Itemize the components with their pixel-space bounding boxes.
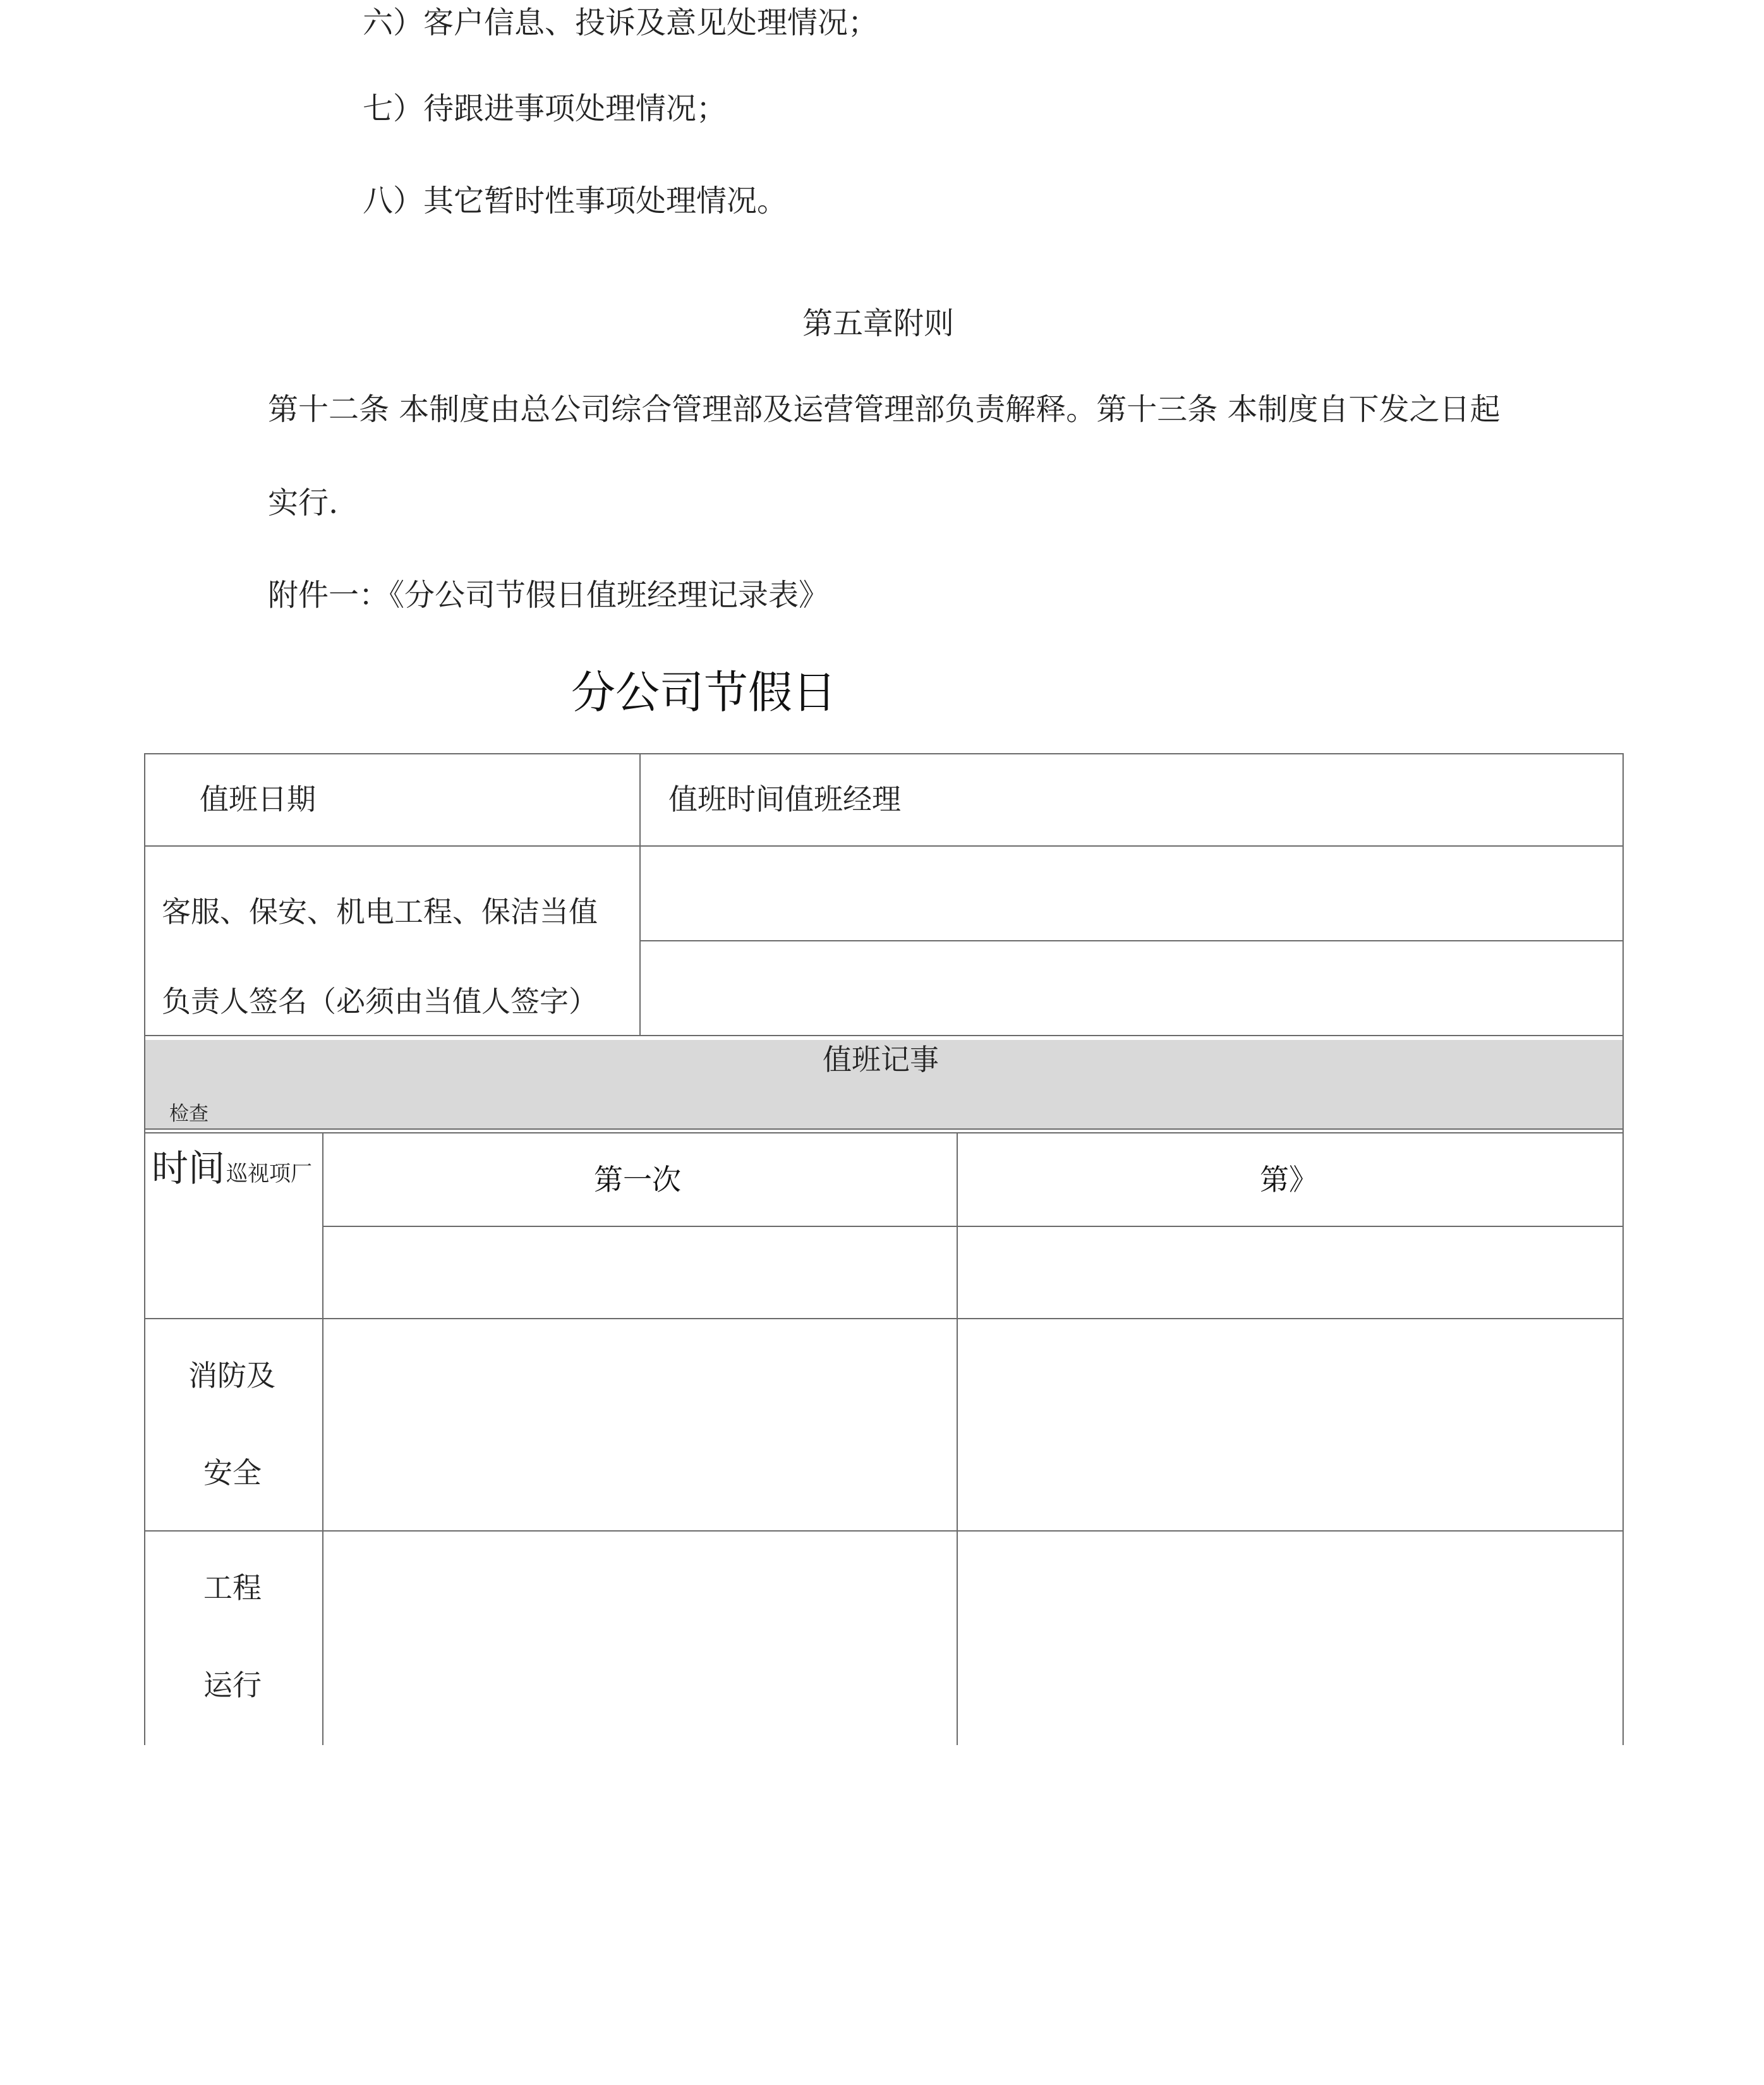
article-12-line1: 第十二条 本制度由总公司综合管理部及运营管理部负责解释。第十三条 本制度自下发之日起 bbox=[268, 392, 1501, 427]
list-item-7: 七）待跟进事项处理情况； bbox=[363, 91, 727, 126]
table-row-divider bbox=[144, 1035, 1624, 1036]
article-12-line2: 实行. bbox=[268, 485, 339, 521]
table-col-divider bbox=[957, 1132, 958, 1745]
table-row-divider bbox=[144, 1318, 1624, 1319]
engineering-label-line2: 运行 bbox=[203, 1668, 262, 1702]
table-row-divider bbox=[144, 1132, 1624, 1133]
table-row-divider bbox=[144, 1530, 1624, 1532]
table-border-top bbox=[144, 753, 1624, 754]
table-col-divider bbox=[322, 1132, 323, 1745]
table-border-left bbox=[144, 753, 145, 1745]
round-1-header: 第一次 bbox=[594, 1163, 681, 1197]
time-label: 时间 bbox=[152, 1147, 226, 1190]
chapter-heading: 第五章附则 bbox=[802, 306, 955, 341]
table-border-right bbox=[1622, 753, 1624, 1745]
table-row-divider bbox=[144, 1128, 1624, 1130]
table-row-divider bbox=[322, 1226, 1624, 1227]
round-2-header: 第》 bbox=[1260, 1163, 1318, 1197]
patrol-items-label: 巡视项厂 bbox=[226, 1161, 312, 1187]
table-title: 分公司节假日 bbox=[571, 667, 837, 718]
engineering-label-line1: 工程 bbox=[203, 1571, 262, 1605]
duty-notes-header: 值班记事 bbox=[823, 1042, 939, 1077]
table-row-divider bbox=[639, 940, 1624, 941]
fire-safety-label-line1: 消防及 bbox=[188, 1358, 275, 1393]
inspection-label: 检查 bbox=[169, 1103, 208, 1125]
signature-label-line1: 客服、保安、机电工程、保洁当值 bbox=[162, 895, 598, 929]
list-item-8: 八）其它暂时性事项处理情况。 bbox=[363, 183, 788, 219]
list-item-6: 六）客户信息、投诉及意见处理情况； bbox=[363, 5, 879, 40]
table-row-divider bbox=[144, 845, 1624, 847]
duty-date-label: 值班日期 bbox=[200, 782, 316, 816]
fire-safety-label-line2: 安全 bbox=[203, 1456, 262, 1490]
table-col-divider bbox=[639, 753, 641, 1036]
duty-time-manager-label: 值班时间值班经理 bbox=[668, 782, 901, 816]
signature-label-line2: 负责人签名（必须由当值人签字） bbox=[162, 984, 598, 1018]
attachment-line: 附件一：《分公司节假日值班经理记录表》 bbox=[268, 577, 830, 613]
